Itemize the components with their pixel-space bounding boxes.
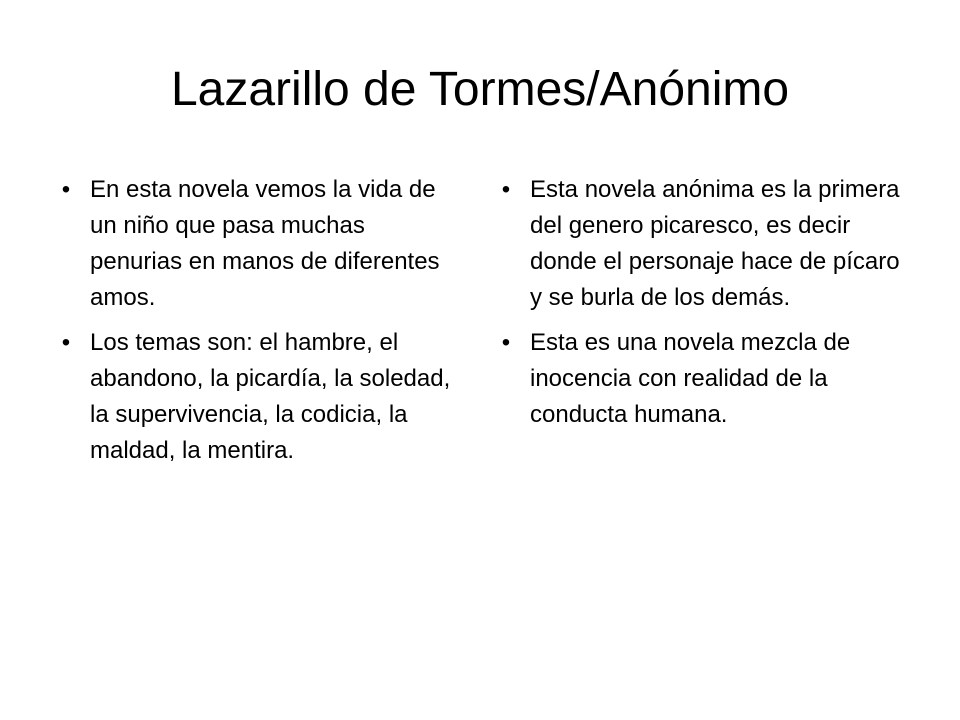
bullet-text: Esta novela anónima es la primera del genero picaresco, es decir donde el personaje hace de pícaro y se burla de los demás. <box>530 176 900 311</box>
bullet-item <box>56 325 456 469</box>
bullet-text: Los temas son: el hambre, el abandono, la picardía, la soledad, la supervivencia, la codicia, la maldad, la mentira. <box>90 329 451 464</box>
bullet-item <box>496 172 906 316</box>
left-bullet-list <box>56 172 456 478</box>
bullet-icon: • <box>61 329 71 356</box>
slide-title: Lazarillo de Tormes/Anónimo <box>170 63 790 116</box>
bullet-text: Esta es una novela mezcla de inocencia con realidad de la conducta humana. <box>530 329 851 428</box>
bullet-text: En esta novela vemos la vida de un niño que pasa muchas penurias en manos de diferentes amos. <box>90 176 440 311</box>
bullet-item <box>496 325 906 433</box>
bullet-icon: • <box>501 176 511 203</box>
bullet-icon: • <box>501 329 511 356</box>
right-bullet-list <box>496 172 906 442</box>
bullet-icon: • <box>61 176 71 203</box>
bullet-item <box>56 172 456 316</box>
